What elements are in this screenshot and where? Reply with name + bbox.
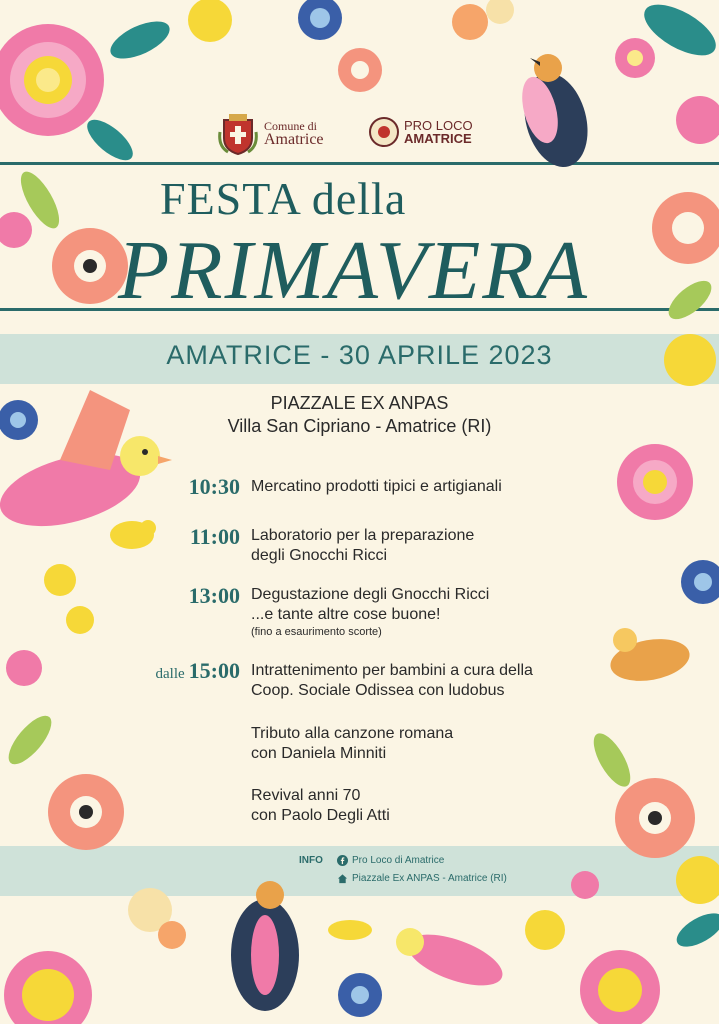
event-note: (fino a esaurimento scorte) [251,626,382,638]
logo-bar [0,112,719,160]
title-line1: FESTA della [160,173,407,224]
comune-logo [218,112,324,156]
facebook-page: Pro Loco di Amatrice [352,855,445,866]
info-label: INFO [299,855,323,866]
event-time: 11:00 [189,524,240,549]
info-place [337,873,507,884]
home-icon [337,873,348,884]
proloco-emblem-icon [368,116,400,148]
flower-top-right [615,0,719,386]
event-description: Tributo alla canzone romana con Daniela Minniti [251,725,454,762]
proloco-logo [368,116,473,148]
facebook-icon [337,855,348,866]
info-facebook[interactable] [337,855,444,866]
flower-right [587,444,719,904]
event-description: Mercatino prodotti tipici e artigianali [251,478,502,495]
title-line2: PRIMAVERA [118,224,589,317]
comune-crest-icon [218,112,258,156]
place-text: Piazzale Ex ANPAS - Amatrice (RI) [352,873,507,884]
event-description: Revival anni 70 con Paolo Degli Atti [251,787,390,824]
event-description: Degustazione degli Gnocchi Ricci ...e tante altre cose buone! (fino a esaurimento scorte) [251,586,490,638]
venue-address: Villa San Cipriano - Amatrice (RI) [227,416,492,436]
venue-name: PIAZZALE EX ANPAS [270,393,449,413]
event-description: Laboratorio per la preparazione degli Gnocchi Ricci [251,527,475,564]
comune-line2: Amatrice [264,131,324,148]
comune-line1: Comune di [264,119,317,133]
event-time: 10:30 [188,474,240,499]
proloco-line1: PRO LOCO [404,118,473,133]
event-description: Intrattenimento per bambini a cura della Coop. Sociale Odissea con ludobus [251,662,533,699]
event-date: AMATRICE - 30 APRILE 2023 [166,340,553,370]
event-time: dalle 15:00 [155,658,240,683]
proloco-line2: AMATRICE [404,131,472,146]
event-time: 13:00 [188,583,240,608]
